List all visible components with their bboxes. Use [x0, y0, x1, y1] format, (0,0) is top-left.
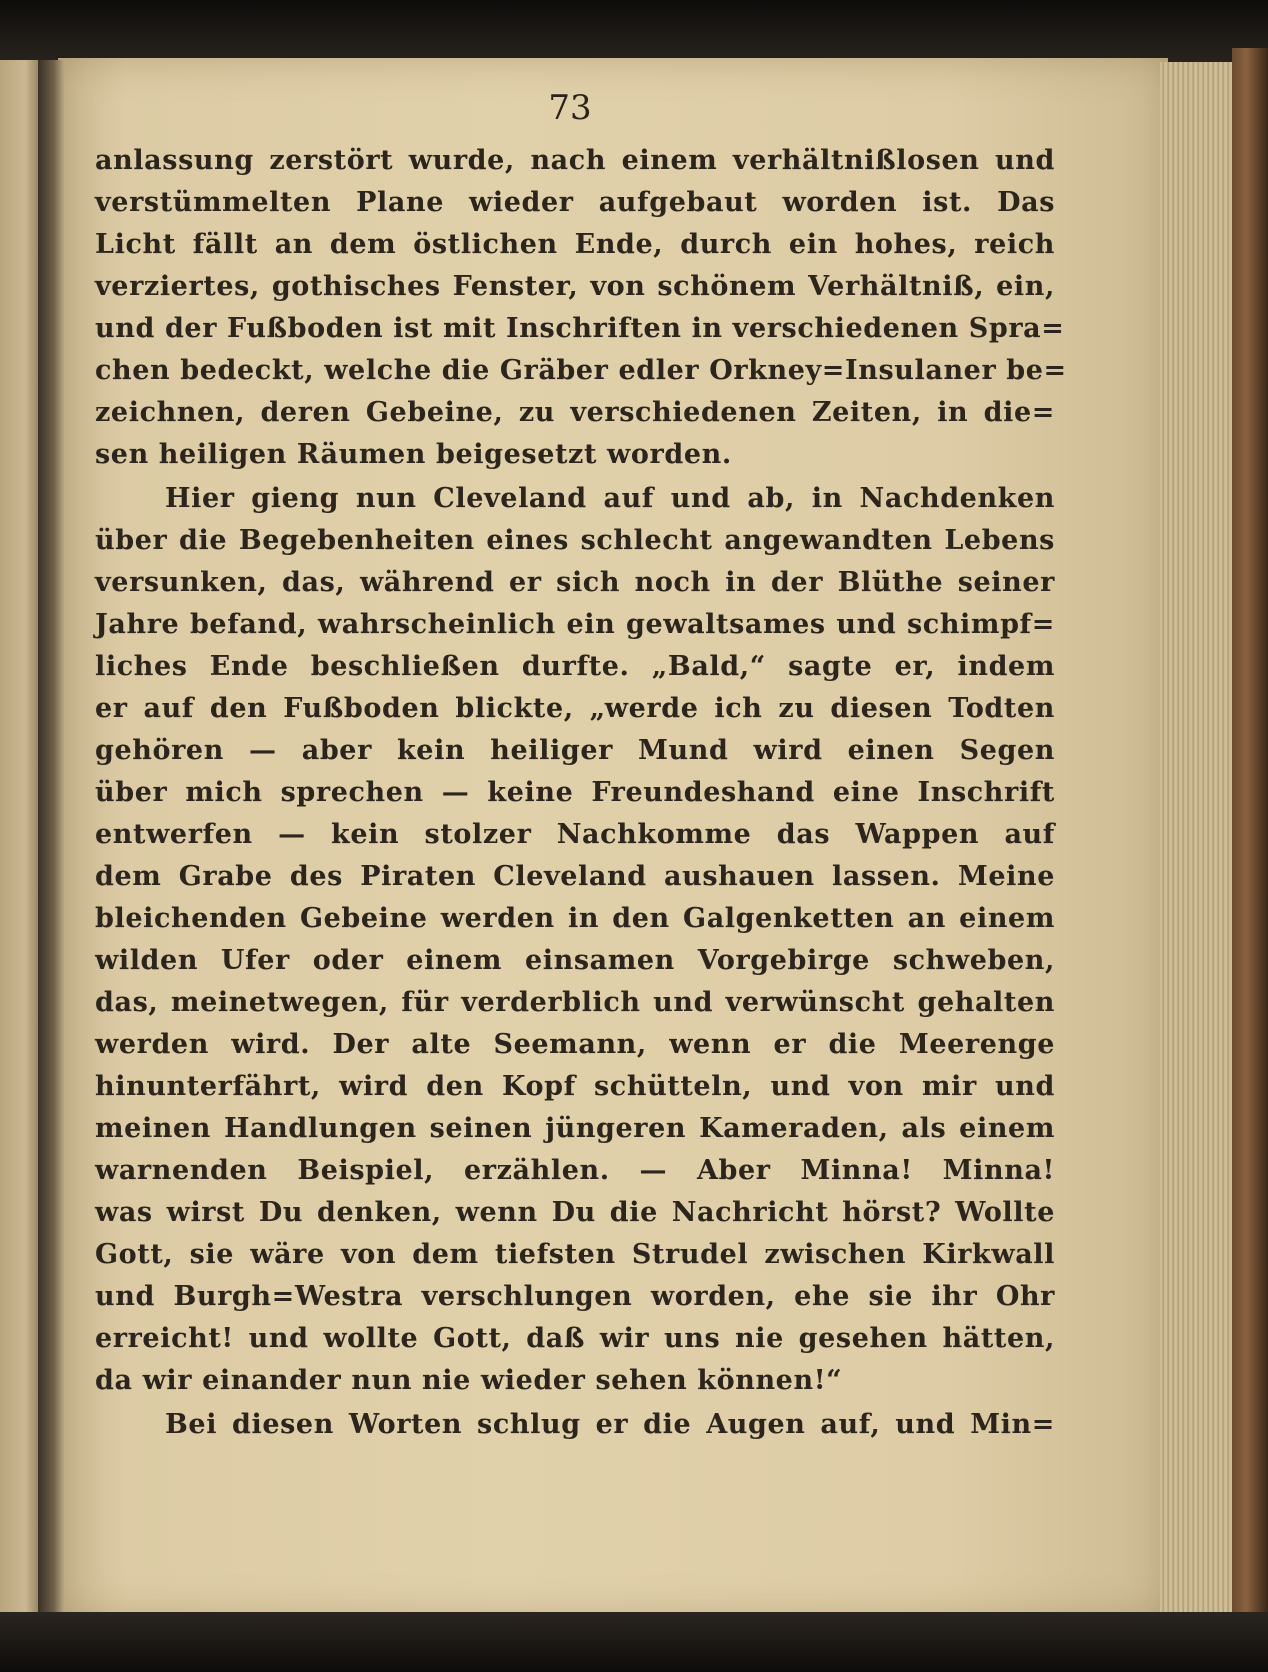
text-line: versunken, das, während er sich noch in der Blüthe seiner: [95, 567, 1055, 598]
text-line: und Burgh=Westra verschlungen worden, ehe sie ihr Ohr: [95, 1281, 1055, 1312]
text-line: liches Ende beschließen durfte. „Bald,“ sagte er, indem: [95, 651, 1055, 682]
text-line: sen heiligen Räumen beigesetzt worden.: [95, 439, 732, 470]
text-line: meinen Handlungen seinen jüngeren Kameraden, als einem: [95, 1113, 1055, 1144]
text-line: Hier gieng nun Cleveland auf und ab, in Nachdenken: [165, 483, 1055, 514]
text-line: das, meinetwegen, für verderblich und verwünscht gehalten: [95, 987, 1055, 1018]
text-line: zeichnen, deren Gebeine, zu verschiedenen Zeiten, in die=: [95, 397, 1055, 428]
text-line: bleichenden Gebeine werden in den Galgenketten an einem: [95, 903, 1055, 934]
text-line: gehören — aber kein heiliger Mund wird einen Segen: [95, 735, 1055, 766]
text-line: hinunterfährt, wird den Kopf schütteln, und von mir und: [95, 1071, 1055, 1102]
text-line: entwerfen — kein stolzer Nachkomme das Wappen auf: [95, 819, 1055, 850]
text-line: und der Fußboden ist mit Inschriften in verschiedenen Spra=: [95, 313, 1065, 344]
text-line: was wirst Du denken, wenn Du die Nachricht hörst? Wollte: [95, 1197, 1055, 1228]
page-stack-edge: [1160, 62, 1240, 1617]
text-line: chen bedeckt, welche die Gräber edler Orkney=Insulaner be=: [95, 355, 1067, 386]
text-line: Bei diesen Worten schlug er die Augen auf, und Min=: [165, 1409, 1055, 1440]
page-number: 73: [548, 88, 592, 128]
text-line: werden wird. Der alte Seemann, wenn er die Meerenge: [95, 1029, 1055, 1060]
text-line: anlassung zerstört wurde, nach einem verhältnißlosen und: [95, 145, 1055, 176]
text-line: verziertes, gothisches Fenster, von schönem Verhältniß, ein,: [95, 271, 1055, 302]
text-line: erreicht! und wollte Gott, daß wir uns nie gesehen hätten,: [95, 1323, 1055, 1354]
body-text: [95, 140, 1067, 1446]
text-line: über die Begebenheiten eines schlecht angewandten Lebens: [95, 525, 1055, 556]
left-page-edge: [0, 60, 42, 1620]
text-line: über mich sprechen — keine Freundeshand eine Inschrift: [95, 777, 1055, 808]
text-line: dem Grabe des Piraten Cleveland aushauen lassen. Meine: [95, 861, 1055, 892]
text-line: Jahre befand, wahrscheinlich ein gewaltsames und schimpf=: [95, 609, 1055, 640]
text-line: Licht fällt an dem östlichen Ende, durch ein hohes, reich: [95, 229, 1055, 260]
page-gutter: [38, 60, 64, 1620]
bottom-shadow: [0, 1612, 1268, 1672]
text-line: Gott, sie wäre von dem tiefsten Strudel zwischen Kirkwall: [95, 1239, 1055, 1270]
book-cover-edge: [1232, 48, 1268, 1638]
text-line: wilden Ufer oder einem einsamen Vorgebirge schweben,: [95, 945, 1055, 976]
text-line: verstümmelten Plane wieder aufgebaut worden ist. Das: [95, 187, 1055, 218]
text-line: da wir einander nun nie wieder sehen können!“: [95, 1365, 843, 1396]
text-line: er auf den Fußboden blickte, „werde ich zu diesen Todten: [95, 693, 1055, 724]
text-line: warnenden Beispiel, erzählen. — Aber Minna! Minna!: [95, 1155, 1055, 1186]
